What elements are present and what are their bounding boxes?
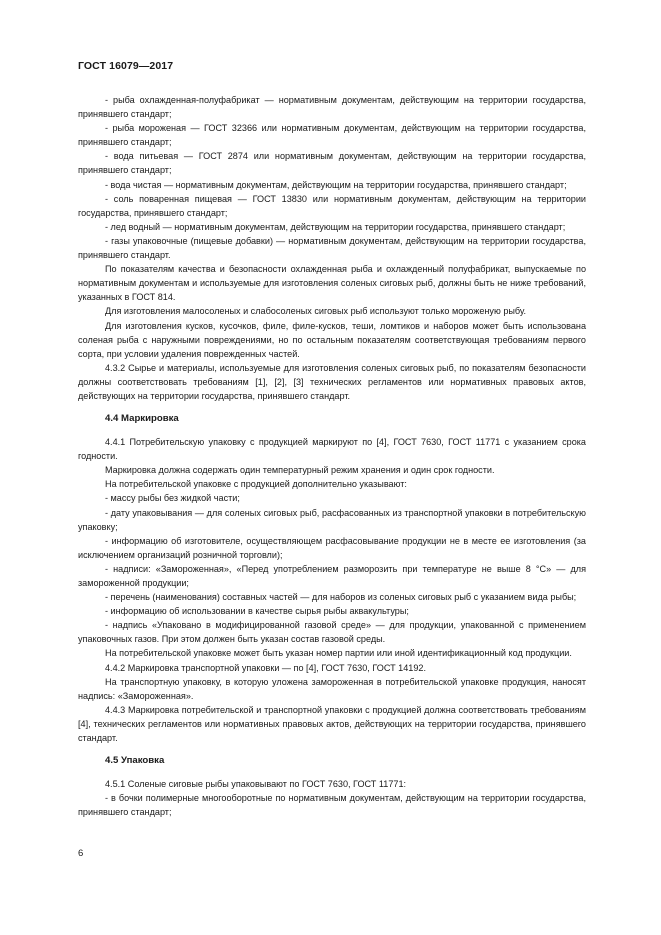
- paragraph: Для изготовления малосоленых и слабосоленых сиговых рыб используют только мороженую рыбу.: [105, 306, 527, 317]
- paragraph: - вода чистая — нормативным документам, действующим на территории государства, принявшего стандарт;: [105, 179, 567, 190]
- paragraph: - надписи: «Замороженная», «Перед употреблением разморозить при температуре не выше 8 °С» — для замороженной продукции;: [78, 563, 586, 588]
- paragraph: На транспортную упаковку, в которую уложена замороженная в потребительской упаковке продукция, наносят надпись: «Замороженная».: [78, 676, 586, 701]
- paragraph: На потребительской упаковке может быть указан номер партии или иной идентификационный код продукции.: [105, 648, 572, 659]
- paragraph: На потребительской упаковке с продукцией дополнительно указывают:: [105, 479, 407, 490]
- document-body: [78, 93, 586, 819]
- paragraph: - соль поваренная пищевая — ГОСТ 13830 или нормативным документам, действующим на территории государства, принявшего стандарт;: [78, 193, 586, 218]
- paragraph: - рыба охлажденная-полуфабрикат — нормативным документам, действующим на территории государства, принявшего стандарт;: [78, 95, 586, 120]
- paragraph: 4.4.2 Маркировка транспортной упаковки — по [4], ГОСТ 7630, ГОСТ 14192.: [105, 662, 426, 673]
- paragraph: - рыба мороженая — ГОСТ 32366 или нормативным документам, действующим на территории государства, принявшего стандарт;: [78, 123, 586, 148]
- paragraph: По показателям качества и безопасности охлажденная рыба и охлажденный полуфабрикат, выпускаемые по нормативным документам и используемые для изготовления соленых сиговых рыб, должны быть не ниже требований, указанных в ГОСТ 814.: [78, 264, 586, 303]
- section-heading: 4.5 Упаковка: [105, 755, 165, 767]
- paragraph: - массу рыбы без жидкой части;: [105, 493, 240, 504]
- paragraph: - лед водный — нормативным документам, действующим на территории государства, принявшего стандарт;: [105, 221, 566, 232]
- paragraph: 4.5.1 Соленые сиговые рыбы упаковывают по ГОСТ 7630, ГОСТ 11771:: [105, 779, 407, 790]
- paragraph: - в бочки полимерные многооборотные по нормативным документам, действующим на территории государства, принявшего стандарт;: [78, 793, 586, 818]
- document-header: ГОСТ 16079—2017: [78, 60, 174, 72]
- paragraph: 4.3.2 Сырье и материалы, используемые для изготовления соленых сиговых рыб, по показателям безопасности должны соответствовать требованиям [1], [2], [3] технических регламентов или нормативных правовых актов, действующих на территории государства, принявшего стандарт.: [78, 362, 586, 401]
- paragraph: 4.4.1 Потребительскую упаковку с продукцией маркируют по [4], ГОСТ 7630, ГОСТ 11771 с указанием срока годности.: [78, 437, 586, 462]
- paragraph: - перечень (наименования) составных частей — для наборов из соленых сиговых рыб с указанием вида рыбы;: [105, 592, 577, 603]
- paragraph: - надпись «Упаковано в модифицированной газовой среде» — для продукции, упакованной с применением упаковочных газов. При этом должен быть указан состав газовой среды.: [78, 620, 586, 645]
- paragraph: 4.4.3 Маркировка потребительской и транспортной упаковки с продукцией должна соответствовать требованиям [4], технических регламентов или нормативных правовых актов, действующих на территории государства, принявшего стандарт.: [78, 704, 586, 744]
- paragraph: - информацию об изготовителе, осуществляющем расфасовывание продукции не в месте ее изготовления (за исключением организаций розничной торговли);: [78, 535, 586, 560]
- section-heading: 4.4 Маркировка: [105, 413, 179, 425]
- paragraph: Маркировка должна содержать один температурный режим хранения и один срок годности.: [105, 465, 495, 476]
- paragraph: - газы упаковочные (пищевые добавки) — нормативным документам, действующим на территории государства, принявшего стандарт.: [78, 235, 586, 261]
- paragraph: - вода питьевая — ГОСТ 2874 или нормативным документам, действующим на территории государства, принявшего стандарт;: [78, 151, 586, 176]
- paragraph: - информацию об использовании в качестве сырья рыбы аквакультуры;: [105, 606, 409, 617]
- page-number: 6: [78, 848, 84, 859]
- paragraph: - дату упаковывания — для соленых сиговых рыб, расфасованных из транспортной упаковки в потребительскую упаковку;: [78, 507, 586, 532]
- paragraph: Для изготовления кусков, кусочков, филе, филе-кусков, теши, ломтиков и наборов может быть использована соленая рыба с наружными повреждениями, но по остальным показателям соответствующая требованиям первого сорта, при условии удаления поврежденных частей.: [78, 320, 586, 359]
